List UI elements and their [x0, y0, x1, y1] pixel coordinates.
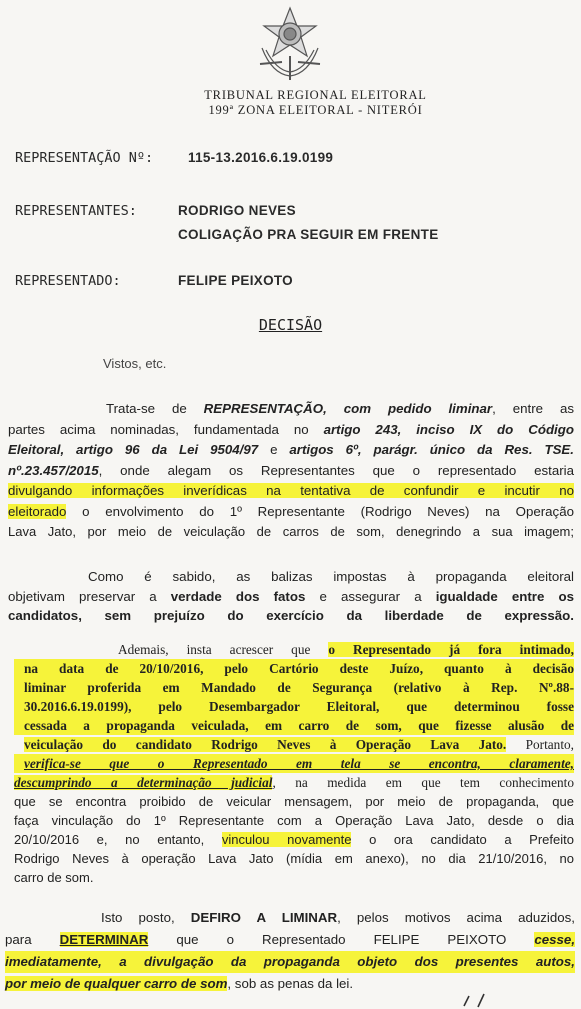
- representante-1: RODRIGO NEVES: [178, 203, 296, 218]
- vistos-text: Vistos, etc.: [103, 356, 167, 371]
- representante-2: COLIGAÇÃO PRA SEGUIR EM FRENTE: [178, 227, 439, 242]
- highlight-determinar: DETERMINAR: [59, 932, 149, 947]
- paragraph-3: Ademais, insta acrescer que o Representado já fora intimado, na data de 20/10/2016, pelo Cartório deste Juízo, quanto à decisão liminar proferida em Mandado de Segurança (relativo à Rep. Nº.88- 30.2016.6.19.0199), pelo Desembargador Eleitoral, que determinou fosse cessada a propaganda veiculada, em carro de som, que fizesse alusão de veiculação do candidato Rodrigo Neves à Operação Lava Jato. Portanto, verifica-se que o Representado em tela se encontra, claramente, descumprindo a determinação judicial, na medida em que tem conhecimento que se encontra proibido de veicular mensagem, por meio de propaganda, que faça vinculação do 1º Representante com a Operação Lava Jato, desde o dia 20/10/2016 e, no entanto, vinculou novamente o ora candidato a Prefeito Rodrigo Neves à operação Lava Jato (mídia em anexo), no dia 21/10/2016, no carro de som.: [14, 642, 574, 885]
- paragraph-4: Isto posto, DEFIRO A LIMINAR, pelos motivos acima aduzidos, para DETERMINAR que o Representado FELIPE PEIXOTO cesse, imediatamente, a divulgação da propaganda objeto dos presentes autos, por meio de qualquer carro de som, sob as penas da lei.: [5, 910, 576, 991]
- highlight-2: eleitorado: [8, 503, 67, 519]
- rep-number-label: REPRESENTAÇÃO Nº:: [15, 150, 154, 166]
- highlight-4: vinculou novamente: [221, 832, 352, 847]
- court-name: TRIBUNAL REGIONAL ELEITORAL: [204, 88, 427, 102]
- highlight-1: divulgando informações inverídicas na tentativa de confundir e incutir no: [8, 483, 574, 498]
- rep-number: 115-13.2016.6.19.0199: [188, 150, 334, 165]
- electoral-zone: 199ª ZONA ELEITORAL - NITERÓI: [208, 103, 423, 117]
- coat-of-arms-emblem: [252, 4, 328, 82]
- representantes-label: REPRESENTANTES:: [15, 203, 137, 219]
- paragraph-2: Como é sabido, as balizas impostas à propaganda eleitoral objetivam preservar a verdade dos fatos e assegurar a igualdade entre os candidatos, sem prejuízo do exercício da liberdade de expressão.: [8, 569, 574, 623]
- representado: FELIPE PEIXOTO: [178, 273, 293, 288]
- representado-label: REPRESENTADO:: [15, 273, 121, 289]
- signature-mark: [460, 990, 500, 1009]
- paragraph-1: Trata-se de REPRESENTAÇÃO, com pedido liminar, entre as partes acima nominadas, fundamentada no artigo 243, inciso IX do Código Eleitoral, artigo 96 da Lei 9504/97 e artigos 6º, parágr. único da Res. TSE. nº.23.457/2015, onde alegam os Representantes que o representado estaria divulgando informações inverídicas na tentativa de confundir e incutir no eleitorado o envolvimento do 1º Representante (Rodrigo Neves) na Operação Lava Jato, por meio de veiculação de carros de som, denegrindo a sua imagem;: [8, 401, 575, 539]
- decision-title: DECISÃO: [258, 316, 323, 334]
- highlight-3: o Representado já fora intimado,: [328, 642, 574, 657]
